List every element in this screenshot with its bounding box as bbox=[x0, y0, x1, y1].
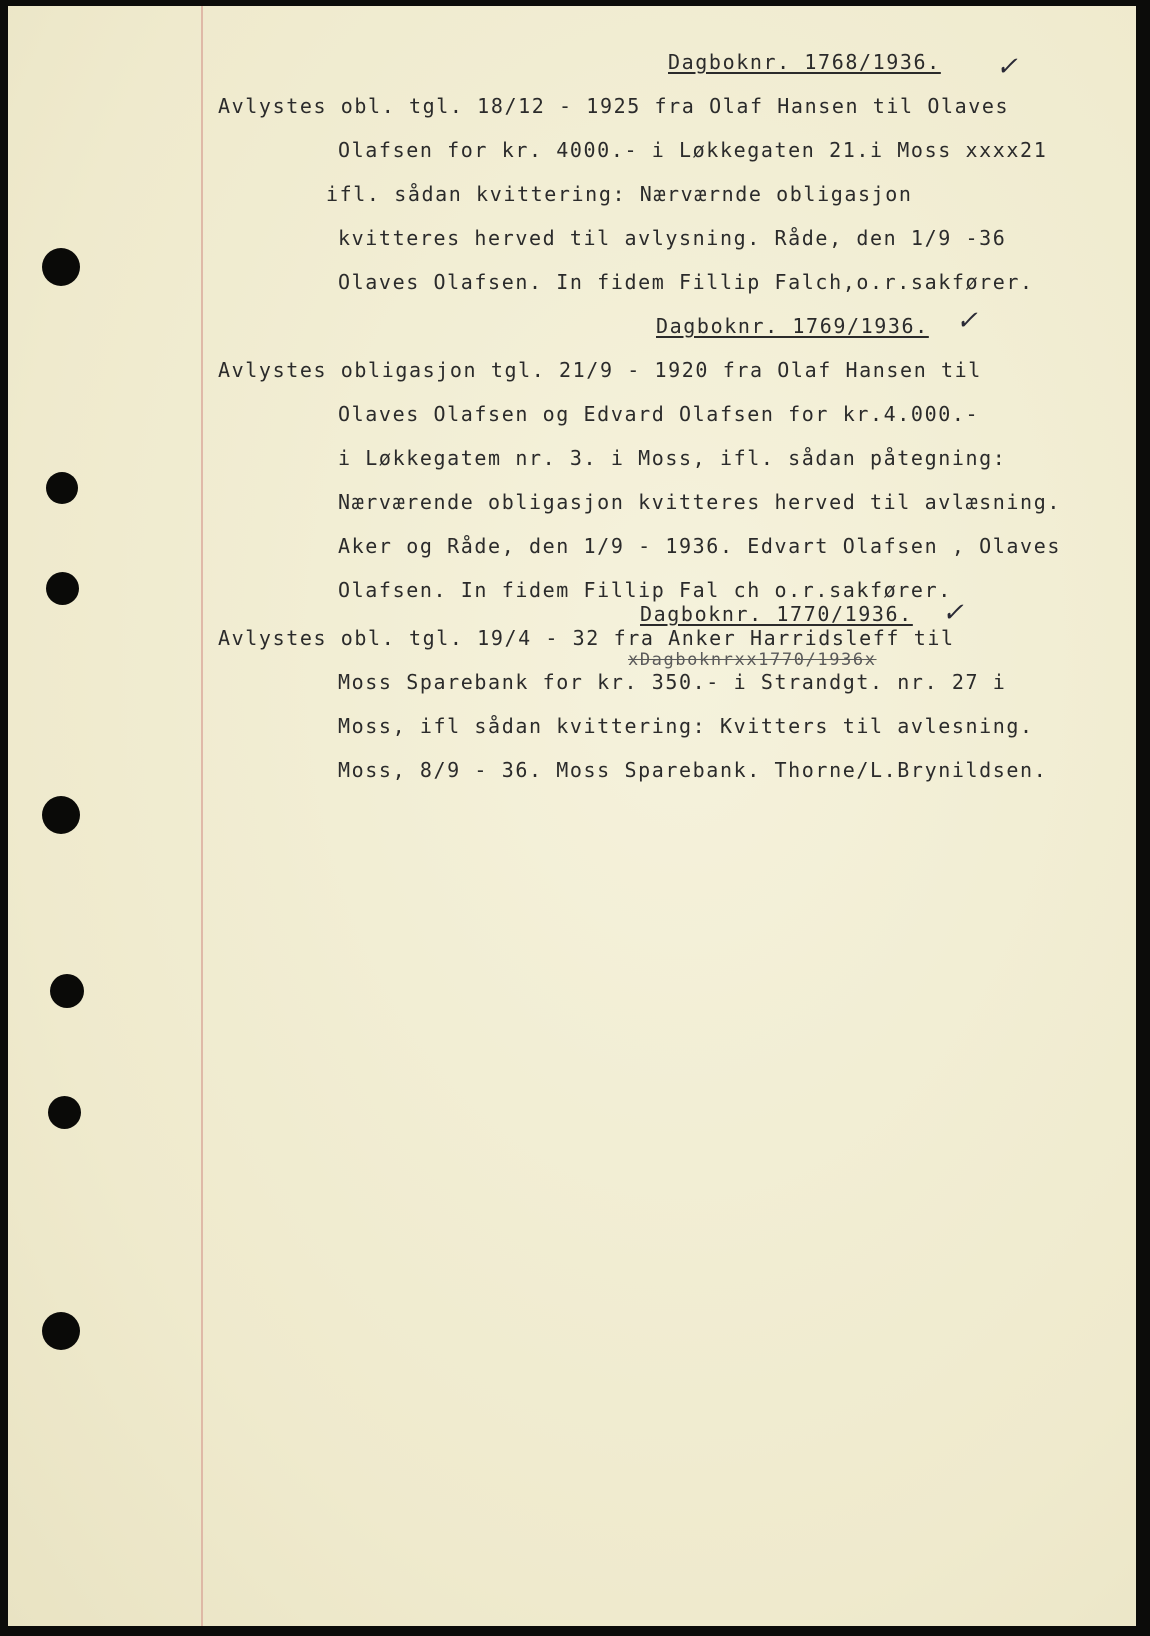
entry-line: Moss, ifl sådan kvittering: Kvitters til avlesning. bbox=[338, 714, 1034, 738]
entry-line: Olafsen. In fidem Fillip Fal ch o.r.sakfører. bbox=[338, 578, 952, 602]
entry-line: Avlystes obl. tgl. 18/12 - 1925 fra Olaf Hansen til Olaves bbox=[218, 94, 1010, 118]
punch-hole bbox=[48, 1096, 81, 1129]
entry-line: kvitteres herved til avlysning. Råde, den 1/9 -36 bbox=[338, 226, 1007, 250]
document-page bbox=[8, 6, 1136, 1626]
entry-line: Avlystes obl. tgl. 19/4 - 32 fra Anker Harridsleff til bbox=[218, 626, 955, 650]
margin-rule bbox=[201, 6, 203, 1626]
entry-line: Olaves Olafsen. In fidem Fillip Falch,o.r.sakfører. bbox=[338, 270, 1034, 294]
entry-line: Moss, 8/9 - 36. Moss Sparebank. Thorne/L.Brynildsen. bbox=[338, 758, 1048, 782]
entry-line: Nærværende obligasjon kvitteres herved til avlæsning. bbox=[338, 490, 1061, 514]
entry-line: Olafsen for kr. 4000.- i Løkkegaten 21.i Moss xxxx21 bbox=[338, 138, 1048, 162]
entry-header: Dagboknr. 1768/1936. bbox=[668, 50, 941, 74]
entry-line: Olaves Olafsen og Edvard Olafsen for kr.4.000.- bbox=[338, 402, 980, 426]
punch-hole bbox=[46, 572, 79, 605]
entry-line: Aker og Råde, den 1/9 - 1936. Edvart Olafsen , Olaves bbox=[338, 534, 1061, 558]
punch-hole bbox=[42, 796, 80, 834]
punch-hole bbox=[42, 1312, 80, 1350]
entry-line: Avlystes obligasjon tgl. 21/9 - 1920 fra Olaf Hansen til bbox=[218, 358, 982, 382]
punch-hole bbox=[42, 248, 80, 286]
entry-header: Dagboknr. 1770/1936. bbox=[640, 602, 913, 626]
entry-line: ifl. sådan kvittering: Nærværnde obligasjon bbox=[326, 182, 913, 206]
entry-line: Moss Sparebank for kr. 350.- i Strandgt. nr. 27 i bbox=[338, 670, 1007, 694]
struck-text: xDagboknrxx1770/1936x bbox=[628, 650, 877, 670]
checkmark: ✓ bbox=[996, 52, 1018, 82]
checkmark: ✓ bbox=[942, 598, 964, 628]
checkmark: ✓ bbox=[956, 306, 978, 336]
punch-hole bbox=[50, 974, 84, 1008]
punch-hole bbox=[46, 472, 78, 504]
entry-line: i Løkkegatem nr. 3. i Moss, ifl. sådan påtegning: bbox=[338, 446, 1007, 470]
entry-header: Dagboknr. 1769/1936. bbox=[656, 314, 929, 338]
